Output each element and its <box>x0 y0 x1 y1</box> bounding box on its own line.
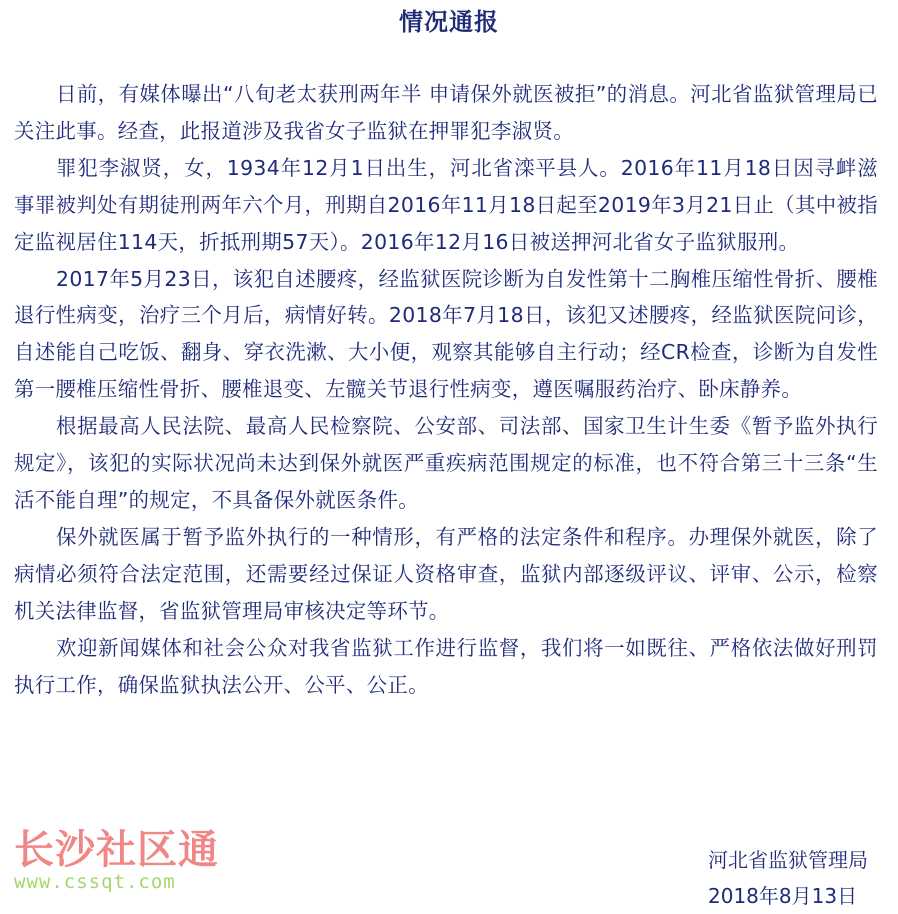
paragraph-5: 保外就医属于暂予监外执行的一种情形，有严格的法定条件和程序。办理保外就医，除了病情必须符合法定范围，还需要经过保证人资格审查，监狱内部逐级评议、评审、公示，检察机关法律监督，省监狱管理局审核决定等环节。 <box>14 524 878 623</box>
paragraph-3: 2017年5月23日，该犯自述腰疼，经监狱医院诊断为自发性第十二胸椎压缩性骨折、腰椎退行性病变，治疗三个月后，病情好转。2018年7月18日，该犯又述腰疼，经监狱医院问诊，自述能自己吃饭、翻身、穿衣洗漱、大小便，观察其能够自主行动；经CR检查，诊断为自发性第一腰椎压缩性骨折、腰椎退变、左髋关节退行性病变，遵医嘱服药治疗、卧床静养。 <box>14 266 878 402</box>
paragraph-2: 罪犯李淑贤，女，1934年12月1日出生，河北省滦平县人。2016年11月18日因寻衅滋事罪被判处有期徒刑两年六个月，刑期自2016年11月18日起至2019年3月21日止（其中被指定监视居住114天，折抵刑期57天）。2016年12月16日被送押河北省女子监狱服刑。 <box>14 155 878 254</box>
watermark-name: 长沙社区通 <box>14 827 219 873</box>
document-title: 情况通报 <box>399 8 499 36</box>
signature-date: 2018年8月13日 <box>708 884 858 908</box>
signature-organization: 河北省监狱管理局 <box>708 848 868 872</box>
paragraph-4: 根据最高人民法院、最高人民检察院、公安部、司法部、国家卫生计生委《暂予监外执行规定》，该犯的实际状况尚未达到保外就医严重疾病范围规定的标准，也不符合第三十三条“生活不能自理”的规定，不具备保外就医条件。 <box>14 414 878 512</box>
watermark-url: www.cssqt.com <box>14 871 176 893</box>
paragraph-1: 日前，有媒体曝出“八旬老太获刑两年半 申请保外就医被拒”的消息。河北省监狱管理局已关注此事。经查，此报道涉及我省女子监狱在押罪犯李淑贤。 <box>14 82 878 143</box>
document-body <box>14 76 878 703</box>
signature-block <box>708 842 868 914</box>
paragraph-6: 欢迎新闻媒体和社会公众对我省监狱工作进行监督，我们将一如既往、严格依法做好刑罚执行工作，确保监狱执法公开、公平、公正。 <box>14 635 878 697</box>
watermark <box>14 828 219 892</box>
